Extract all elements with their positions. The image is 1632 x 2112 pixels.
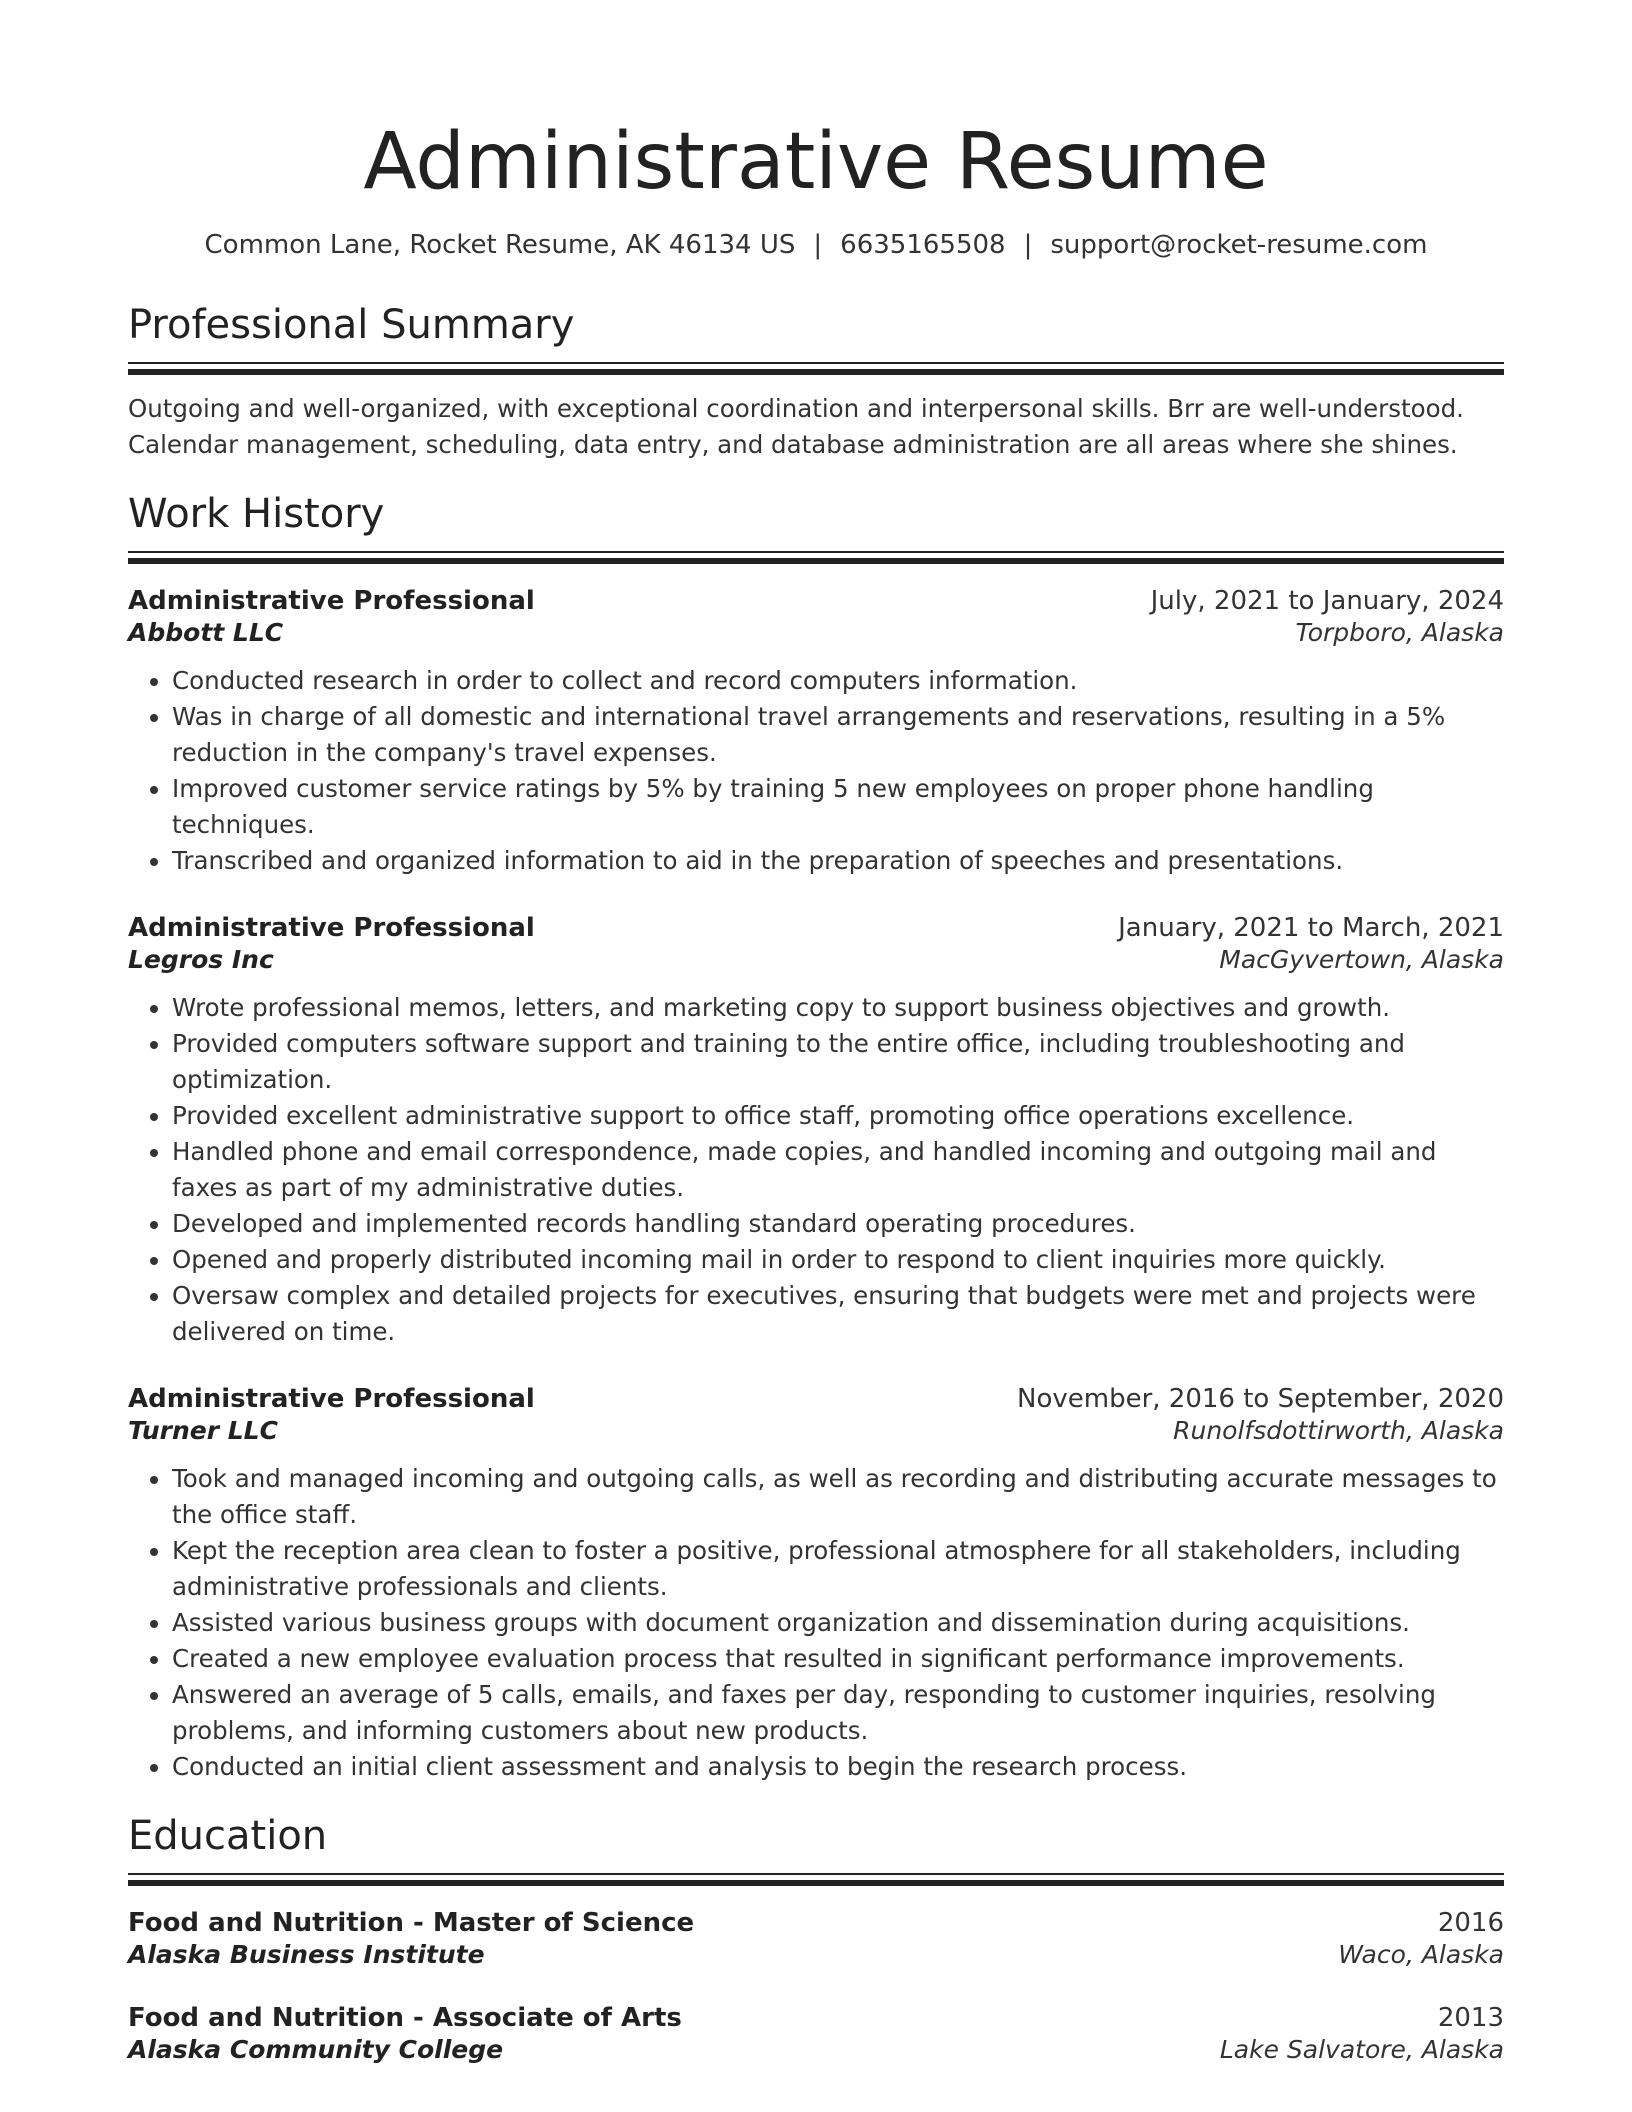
job-bullet: • Provided excellent administrative support to office staff, promoting office operations excellence. <box>172 1098 1504 1134</box>
job-entry <box>128 1384 1504 1785</box>
job-bullets <box>128 663 1504 879</box>
job-company-row <box>128 616 1504 647</box>
job-bullet: • Assisted various business groups with document organization and dissemination during acquisitions. <box>172 1605 1504 1641</box>
section-title-summary: Professional Summary <box>128 301 575 348</box>
contact-line <box>128 230 1504 260</box>
job-company: Abbott LLC <box>128 617 284 647</box>
job-dates: January, 2021 to March, 2021 <box>1118 912 1504 943</box>
education-header-row <box>128 1908 1504 1938</box>
education-year: 2016 <box>1437 1907 1504 1938</box>
education-school: Alaska Business Institute <box>128 1939 485 1969</box>
job-company-row <box>128 1414 1504 1445</box>
job-bullet: • Conducted research in order to collect and record computers information. <box>172 663 1504 699</box>
contact-separator: | <box>813 229 823 260</box>
education-degree: Food and Nutrition - Associate of Arts <box>128 2002 682 2033</box>
job-bullet: • Took and managed incoming and outgoing calls, as well as recording and distributing accurate messages to the office staff. <box>172 1461 1504 1533</box>
job-role: Administrative Professional <box>128 1383 535 1414</box>
education-school-row <box>128 2033 1504 2064</box>
education-entry <box>128 1908 1504 1969</box>
job-header-row <box>128 913 1504 943</box>
job-company: Turner LLC <box>128 1415 278 1445</box>
job-role: Administrative Professional <box>128 912 535 943</box>
job-location: Runolfsdottirworth, Alaska <box>1173 1415 1504 1445</box>
section-divider <box>128 362 1504 375</box>
job-company-row <box>128 943 1504 974</box>
education-school-row <box>128 1938 1504 1969</box>
job-bullet: • Improved customer service ratings by 5% by training 5 new employees on proper phone handling techniques. <box>172 771 1504 843</box>
job-bullet: • Kept the reception area clean to foster a positive, professional atmosphere for all stakeholders, including administrative professionals and clients. <box>172 1533 1504 1605</box>
education-school: Alaska Community College <box>128 2034 504 2064</box>
education-location: Waco, Alaska <box>1338 1939 1504 1969</box>
contact-separator: | <box>1023 229 1033 260</box>
job-bullet: • Provided computers software support and training to the entire office, including troubleshooting and optimization. <box>172 1026 1504 1098</box>
job-company: Legros Inc <box>128 944 274 974</box>
section-title-education: Education <box>128 1812 328 1859</box>
contact-address: Common Lane, Rocket Resume, AK 46134 US <box>204 229 796 260</box>
education-year: 2013 <box>1437 2002 1504 2033</box>
job-bullet: • Opened and properly distributed incoming mail in order to respond to client inquiries more quickly. <box>172 1242 1504 1278</box>
education-location: Lake Salvatore, Alaska <box>1219 2034 1504 2064</box>
contact-email: support@rocket-resume.com <box>1050 229 1428 260</box>
job-bullet: • Transcribed and organized information to aid in the preparation of speeches and presentations. <box>172 843 1504 879</box>
education-entry <box>128 2003 1504 2064</box>
section-title-work-history: Work History <box>128 490 385 537</box>
education-header-row <box>128 2003 1504 2033</box>
job-bullet: • Created a new employee evaluation process that resulted in significant performance improvements. <box>172 1641 1504 1677</box>
contact-phone: 6635165508 <box>840 229 1006 260</box>
job-bullet: • Handled phone and email correspondence, made copies, and handled incoming and outgoing mail and faxes as part of my administrative duties. <box>172 1134 1504 1206</box>
job-location: Torpboro, Alaska <box>1295 617 1504 647</box>
job-entry <box>128 586 1504 879</box>
resume-title: Administrative Resume <box>363 117 1269 207</box>
job-bullet: • Oversaw complex and detailed projects for executives, ensuring that budgets were met and projects were delivered on time. <box>172 1278 1504 1350</box>
job-role: Administrative Professional <box>128 585 535 616</box>
education-degree: Food and Nutrition - Master of Science <box>128 1907 695 1938</box>
job-bullet: • Developed and implemented records handling standard operating procedures. <box>172 1206 1504 1242</box>
summary-text: Outgoing and well-organized, with exceptional coordination and interpersonal skills. Brr are well-understood. Calendar management, scheduling, data entry, and database administration are all areas where she shines. <box>128 393 1464 459</box>
job-bullet: • Conducted an initial client assessment and analysis to begin the research process. <box>172 1749 1504 1785</box>
job-header-row <box>128 586 1504 616</box>
section-divider <box>128 551 1504 564</box>
job-bullet: • Wrote professional memos, letters, and marketing copy to support business objectives and growth. <box>172 990 1504 1026</box>
job-bullets <box>128 1461 1504 1785</box>
job-location: MacGyvertown, Alaska <box>1219 944 1504 974</box>
job-bullet: • Was in charge of all domestic and international travel arrangements and reservations, resulting in a 5% reduction in the company's travel expenses. <box>172 699 1504 771</box>
section-divider <box>128 1873 1504 1886</box>
job-entry <box>128 913 1504 1350</box>
job-header-row <box>128 1384 1504 1414</box>
job-bullets <box>128 990 1504 1350</box>
job-dates: November, 2016 to September, 2020 <box>1017 1383 1504 1414</box>
job-bullet: • Answered an average of 5 calls, emails, and faxes per day, responding to customer inquiries, resolving problems, and informing customers about new products. <box>172 1677 1504 1749</box>
job-dates: July, 2021 to January, 2024 <box>1150 585 1504 616</box>
